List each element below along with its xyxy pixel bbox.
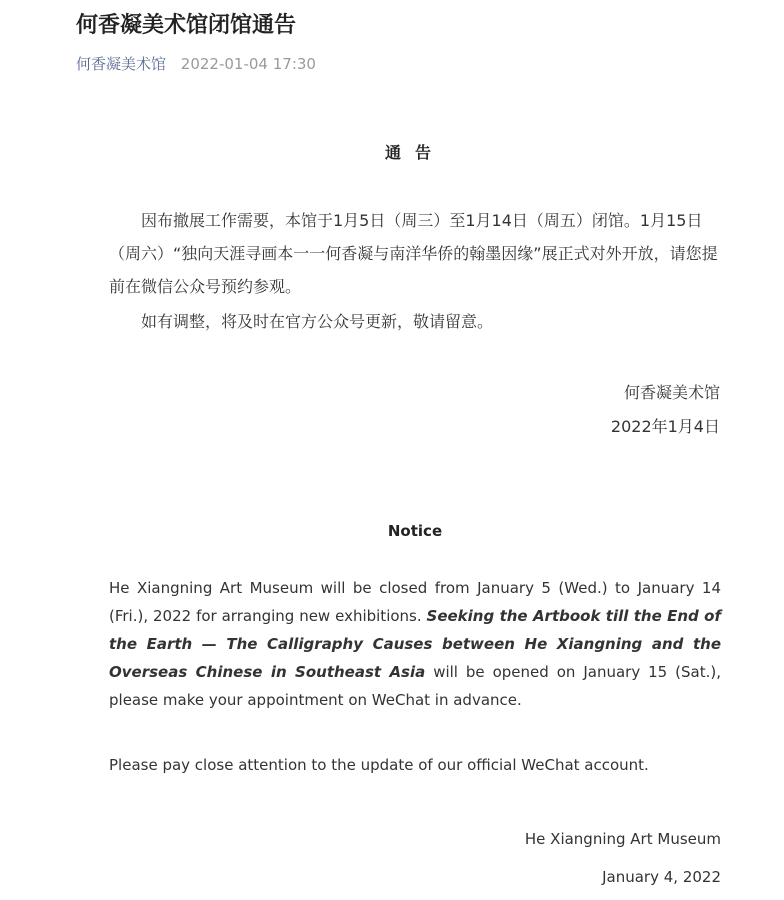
article-meta xyxy=(76,54,316,74)
cn-date: 2022年1月4日 xyxy=(610,417,720,436)
cn-signer: 何香凝美术馆 xyxy=(623,383,720,402)
publish-time: 2022-01-04 17:30 xyxy=(180,55,316,73)
cn-paragraph-2: 如有调整，将及时在官方公众号更新，敬请留意。 xyxy=(141,312,494,331)
en-notice-body xyxy=(109,574,721,714)
en-signer: He Xiangning Art Museum xyxy=(524,830,721,848)
en-date: January 4, 2022 xyxy=(602,868,721,886)
exhibition-title: Seeking the Artbook till the End of the Earth — The Calligraphy Causes between He Xiangning and the Overseas Chinese in Southeast Asia xyxy=(109,607,721,681)
cn-signature xyxy=(611,376,720,444)
cn-notice-heading: 通告 xyxy=(384,143,445,162)
cn-paragraph-1: 因布撤展工作需要，本馆于1月5日（周三）至1月14日（周五）闭馆。1月15日（周六）“独向天涯寻画本一一何香凝与南洋华侨的翰墨因缘”展正式对外开放，请您提前在微信公众号预约参观。 xyxy=(109,211,718,296)
en-signature xyxy=(525,820,721,896)
cn-notice-body xyxy=(109,204,721,338)
en-paragraph-1-start: He Xiangning Art Museum will be closed from January 5 (Wed.) to January 14 (Fri.), 2022 for arranging new exhibitions. xyxy=(109,579,721,625)
account-name-link[interactable]: 何香凝美术馆 xyxy=(76,55,167,73)
en-paragraph-1-end: will be opened on January 15 (Sat.), please make your appointment on WeChat in advance. xyxy=(109,663,722,709)
en-paragraph-1 xyxy=(109,574,721,714)
en-paragraph-2: Please pay close attention to the update of our official WeChat account. xyxy=(109,756,649,774)
article-title: 何香凝美术馆闭馆通告 xyxy=(76,13,297,38)
en-notice-heading: Notice xyxy=(387,522,443,540)
